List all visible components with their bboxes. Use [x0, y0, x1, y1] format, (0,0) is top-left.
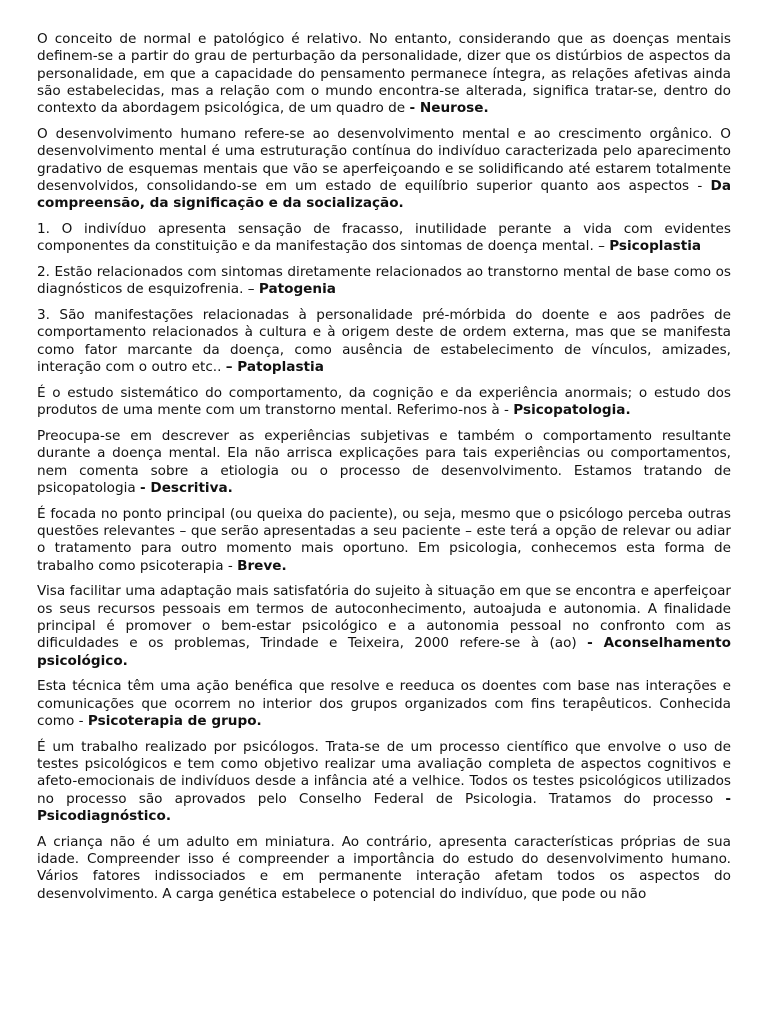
- question-text: É um trabalho realizado por psicólogos. Trata-se de um processo científico que envolve o uso de testes psicológicos e tem como objetivo realizar uma avaliação completa de aspectos cognitivos e afeto-emocionais de indivíduos desde a infância até a velhice. Todos os testes psicológicos utilizados no processo são aprovados pelo Conselho Federal de Psicologia. Tratamos do processo: [37, 738, 731, 807]
- question-text: 1. O indivíduo apresenta sensação de fracasso, inutilidade perante a vida com evidentes componentes da constituição e da manifestação dos sintomas de doença mental. –: [37, 220, 731, 255]
- answer-text: Da compreensão, da significação e da socialização.: [37, 177, 731, 212]
- question-text: É o estudo sistemático do comportamento, da cognição e da experiência anormais; o estudo dos produtos de uma mente com um transtorno mental. Referimo-nos à -: [37, 384, 731, 419]
- question-text: 2. Estão relacionados com sintomas diretamente relacionados ao transtorno mental de base como os diagnósticos de esquizofrenia. –: [37, 264, 731, 298]
- answer-text: - Psicodiagnóstico.: [37, 790, 731, 824]
- answer-text: Breve.: [237, 557, 287, 574]
- paragraph-aconselhamento: [37, 583, 731, 669]
- answer-text: Psicopatologia.: [513, 402, 631, 419]
- paragraph-psicoplastia: [37, 221, 731, 256]
- question-text: 3. São manifestações relacionadas à personalidade pré-mórbida do doente e aos padrões de comportamento relacionados à cultura e à origem deste de ordem externa, mas que se manifesta como fator marcante da doença, como ausência de estabelecimento de vínculos, amizades, interação com o outro etc..: [37, 307, 731, 376]
- answer-text: - Aconselhamento psicológico.: [37, 635, 731, 669]
- paragraph-psicoterapia-grupo: [37, 678, 731, 730]
- question-text: Preocupa-se em descrever as experiências subjetivas e também o comportamento resultante durante a doença mental. Ela não arrisca explicações para tais experiências ou comportamentos, nem comenta sobre a etiologia ou o processo de desenvolvimento. Estamos tratando de psicopatologia: [37, 427, 731, 496]
- question-text: É focada no ponto principal (ou queixa do paciente), ou seja, mesmo que o psicólogo perceba outras questões relevantes – que serão apresentadas a seu paciente – este terá a opção de relevar ou adiar o tratamento para outro momento mais oportuno. Em psicologia, conhecemos esta forma de trabalho como psicoterapia -: [37, 505, 731, 574]
- question-text: O conceito de normal e patológico é relativo. No entanto, considerando que as doenças mentais definem-se a partir do grau de perturbação da personalidade, dizer que os distúrbios de aspectos da personalidade, em que a capacidade do pensamento permanece íntegra, as relações afetivas ainda são estabelecidas, mas a relação com o mundo encontra-se alterada, significa tratar-se, dentro do contexto da abordagem psicológica, de um quadro de: [37, 31, 731, 117]
- paragraph-desenvolvimento: [37, 126, 731, 212]
- paragraph-neurose: [37, 31, 731, 117]
- paragraph-descritiva: [37, 428, 731, 497]
- paragraph-psicopatologia: [37, 385, 731, 420]
- question-text: O desenvolvimento humano refere-se ao desenvolvimento mental e ao crescimento orgânico. O desenvolvimento mental é uma estruturação contínua do indivíduo caracterizada pelo aparecimento gradativo de esquemas mentais que vão se aperfeiçoando e se solidificando até estarem totalmente desenvolvidos, consolidando-se em um estado de equilíbrio superior quanto aos aspectos -: [37, 125, 731, 194]
- paragraph-psicodiagnostico: [37, 739, 731, 825]
- paragraph-patogenia: [37, 264, 731, 299]
- paragraph-breve: [37, 506, 731, 575]
- question-text: Esta técnica têm uma ação benéfica que resolve e reeduca os doentes com base nas interações e comunicações que ocorrem no interior dos grupos organizados com fins terapêuticos. Conhecida como -: [37, 678, 731, 729]
- question-text: Visa facilitar uma adaptação mais satisfatória do sujeito à situação em que se encontra e aperfeiçoar os seus recursos pessoais em termos de autoconhecimento, autoajuda e autonomia. A finalidade principal é promover o bem-estar psicológico e a autonomia pessoal no confronto com as dificuldades e os problemas, Trindade e Teixeira, 2000 refere-se à (ao): [37, 583, 731, 652]
- answer-text: Patogenia: [258, 281, 336, 298]
- answer-text: Psicoterapia de grupo.: [87, 712, 262, 729]
- answer-text: - Descritiva.: [140, 479, 233, 496]
- answer-text: – Patoplastia: [225, 359, 324, 376]
- question-text: A criança não é um adulto em miniatura. Ao contrário, apresenta características próprias de sua idade. Compreender isso é compreender a importância do estudo do desenvolvimento humano. Vários fatores indissociados e em permanente interação afetam todos os aspectos do desenvolvimento. A carga genética estabelece o potencial do indivíduo, que pode ou não: [37, 833, 731, 902]
- answer-text: Psicoplastia: [609, 238, 702, 255]
- answer-text: - Neurose.: [409, 100, 489, 117]
- paragraph-patoplastia: [37, 307, 731, 376]
- paragraph-crianca: [37, 834, 731, 903]
